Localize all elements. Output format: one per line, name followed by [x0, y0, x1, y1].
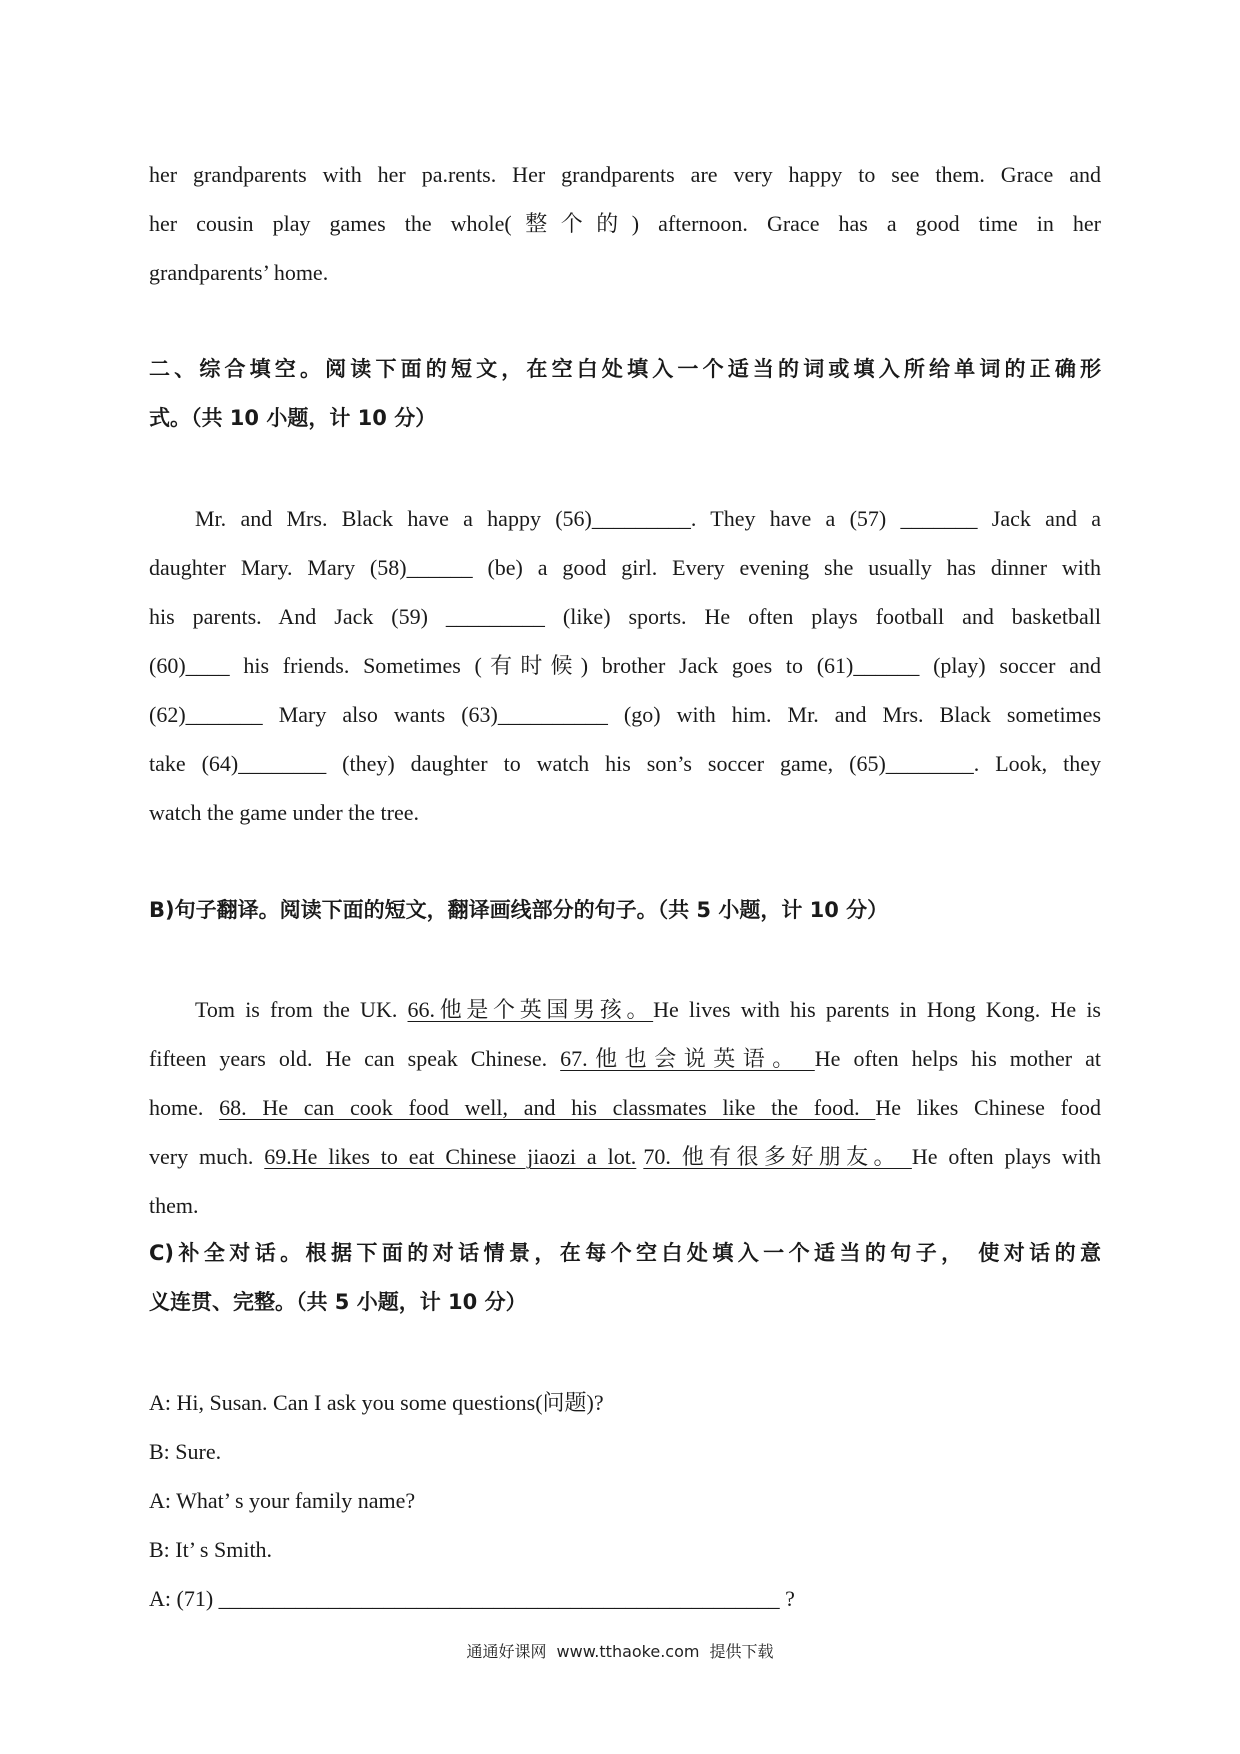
- heading-line: 二、综合填空。阅读下面的短文，在空白处填入一个适当的词或填入所给单词的正确形: [149, 357, 1101, 381]
- heading-line: 式。（共 10 小题，计 10 分）: [149, 406, 437, 430]
- underlined-sentence-67: 67.他也会说英语。: [560, 1046, 815, 1071]
- dialogue-line: B: It’ s Smith.: [149, 1537, 273, 1562]
- footer-url: www.tthaoke.com: [556, 1642, 700, 1661]
- translation-line: [149, 985, 1101, 1034]
- heading-line: B)句子翻译。阅读下面的短文，翻译画线部分的句子。（共 5 小题，计 10 分）: [149, 898, 889, 922]
- translation-passage: [149, 985, 1101, 1230]
- cloze-line: take (64)________ (they) daughter to watch his son’s soccer game, (65)________. Look, they: [149, 751, 1101, 776]
- underlined-sentence-70: 70. 他有很多好朋友。: [643, 1144, 912, 1169]
- underlined-sentence-69: 69.He likes to eat Chinese jiaozi a lot.: [264, 1144, 637, 1169]
- passage-text: Tom is from the UK.: [195, 997, 408, 1022]
- dialogue-line: A: What’ s your family name?: [149, 1488, 416, 1513]
- heading-line: 义连贯、完整。（共 5 小题，计 10 分）: [149, 1290, 527, 1314]
- cloze-line: Mr. and Mrs. Black have a happy (56)_________. They have a (57) _______ Jack and a: [195, 506, 1101, 531]
- passage-continuation: [149, 150, 1101, 297]
- cloze-passage: [149, 494, 1101, 837]
- passage-line: her grandparents with her pa.rents. Her grandparents are very happy to see them. Grace and: [149, 162, 1101, 187]
- cloze-line: daughter Mary. Mary (58)______ (be) a good girl. Every evening she usually has dinner with: [149, 555, 1101, 580]
- translation-line: [149, 1181, 1101, 1230]
- section-b-heading: [149, 886, 1101, 935]
- dialogue-line: A: Hi, Susan. Can I ask you some questions(问题)?: [149, 1390, 604, 1415]
- section-2-heading: [149, 345, 1101, 443]
- passage-text: He often helps his mother at: [814, 1046, 1101, 1071]
- cloze-line: (62)_______ Mary also wants (63)__________ (go) with him. Mr. and Mrs. Black sometimes: [149, 702, 1101, 727]
- page-footer: [0, 1638, 1240, 1666]
- dialogue: [149, 1378, 1101, 1623]
- passage-line: grandparents’ home.: [149, 260, 329, 285]
- heading-line: C)补全对话。根据下面的对话情景，在每个空白处填入一个适当的句子， 使对话的意: [149, 1241, 1101, 1265]
- dialogue-line: A: (71) ___________________________________________________ ?: [149, 1586, 795, 1611]
- passage-text: He often plays with: [911, 1144, 1101, 1169]
- section-c-heading: [149, 1229, 1101, 1327]
- underlined-sentence-68: 68. He can cook food well, and his classmates like the food.: [219, 1095, 876, 1120]
- cloze-line: (60)____ his friends. Sometimes (有时候) brother Jack goes to (61)______ (play) soccer and: [149, 653, 1101, 678]
- underlined-sentence-66: 66.他是个英国男孩。: [407, 997, 654, 1022]
- dialogue-line: B: Sure.: [149, 1439, 222, 1464]
- passage-text: home.: [149, 1095, 220, 1120]
- passage-text: He lives with his parents in Hong Kong. He is: [653, 997, 1101, 1022]
- passage-text: them.: [149, 1193, 199, 1218]
- passage-line: her cousin play games the whole(整个的) afternoon. Grace has a good time in her: [149, 211, 1101, 236]
- passage-text: very much.: [149, 1144, 265, 1169]
- translation-line: [149, 1034, 1101, 1083]
- footer-note: 提供下载: [709, 1642, 774, 1661]
- translation-line: [149, 1132, 1101, 1181]
- footer-site-name: 通通好课网: [466, 1642, 547, 1661]
- passage-text: He likes Chinese food: [875, 1095, 1101, 1120]
- passage-text: fifteen years old. He can speak Chinese.: [149, 1046, 561, 1071]
- cloze-line: watch the game under the tree.: [149, 800, 419, 825]
- cloze-line: his parents. And Jack (59) _________ (like) sports. He often plays football and basketball: [149, 604, 1101, 629]
- translation-line: [149, 1083, 1101, 1132]
